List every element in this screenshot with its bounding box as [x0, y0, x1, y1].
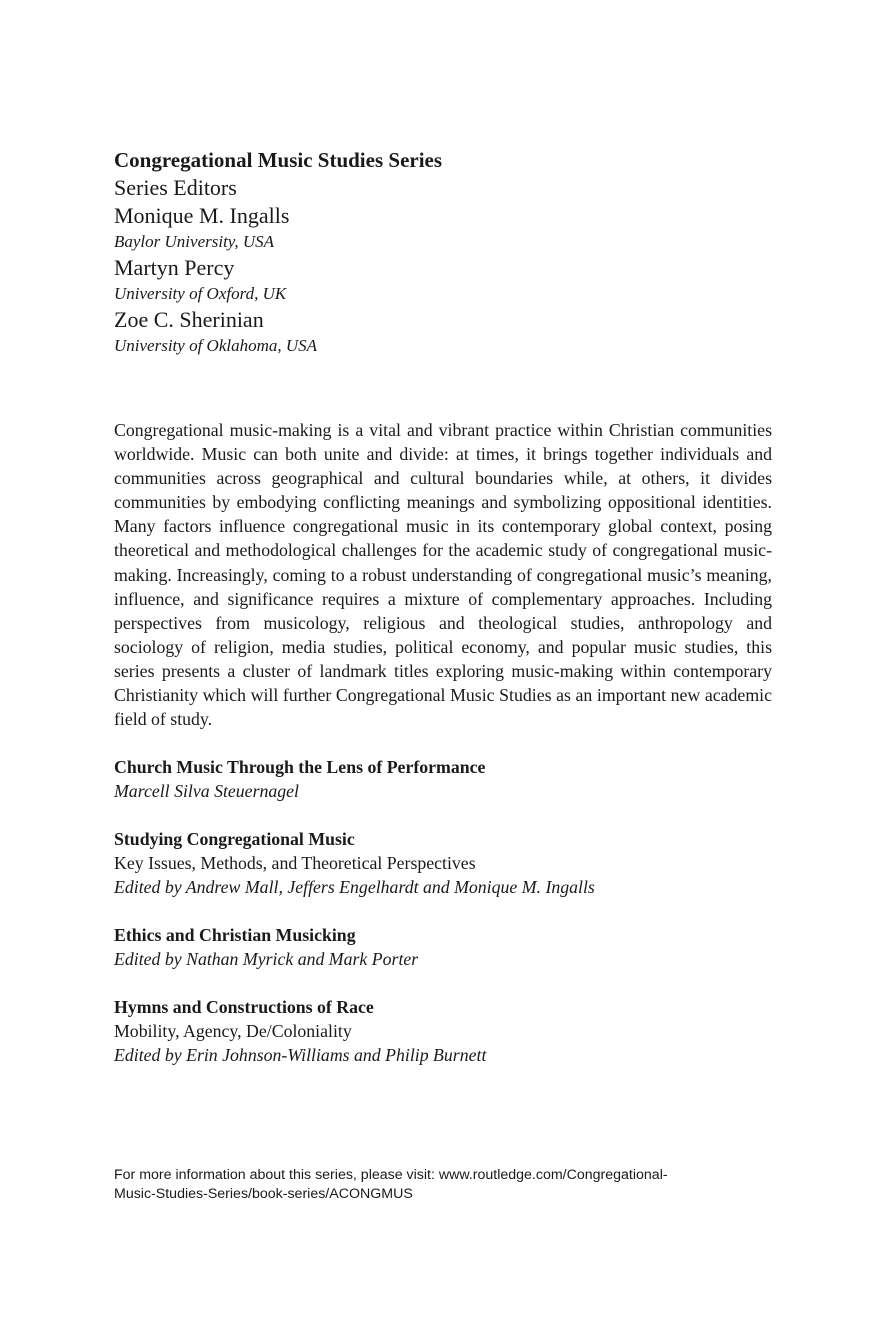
book-editors: Edited by Andrew Mall, Jeffers Engelhardt and Monique M. Ingalls	[114, 877, 595, 898]
book-editors: Edited by Nathan Myrick and Mark Porter	[114, 949, 419, 970]
book-entry	[114, 923, 772, 971]
editor-affiliation: Baylor University, USA	[114, 232, 275, 251]
series-editors-label: Series Editors	[114, 175, 237, 200]
book-entry	[114, 995, 772, 1067]
editor-affiliation: University of Oxford, UK	[114, 284, 287, 303]
book-title: Studying Congregational Music	[114, 829, 355, 850]
series-page	[114, 146, 772, 1067]
book-title: Church Music Through the Lens of Performance	[114, 757, 486, 778]
series-title: Congregational Music Studies Series	[114, 148, 443, 172]
book-title: Ethics and Christian Musicking	[114, 925, 356, 946]
book-author: Marcell Silva Steuernagel	[114, 781, 300, 802]
book-subtitle: Key Issues, Methods, and Theoretical Perspectives	[114, 853, 476, 874]
book-title: Hymns and Constructions of Race	[114, 997, 374, 1018]
book-editors: Edited by Erin Johnson-Williams and Philip Burnett	[114, 1045, 487, 1066]
series-info-footer	[114, 1166, 774, 1204]
editor-name: Martyn Percy	[114, 255, 235, 280]
book-subtitle: Mobility, Agency, De/Coloniality	[114, 1021, 352, 1042]
editor-affiliation: University of Oklahoma, USA	[114, 336, 318, 355]
editor-name: Zoe C. Sherinian	[114, 307, 264, 332]
book-entry	[114, 827, 772, 899]
series-description: Congregational music-making is a vital and vibrant practice within Christian communities worldwide. Music can both unite and divide: at times, it brings together individuals and communities across geographical and cultural boundaries while, at others, it divides communities by embodying conflicting meanings and symbolizing oppositional identities. Many factors influence congregational music in its contemporary global context, posing theoretical and methodological challenges for the academic study of congregational music-making. Increasingly, coming to a robust understanding of congregational music’s meaning, influence, and significance requires a mixture of complementary approaches. Including perspectives from musicology, religious and theological studies, anthropology and sociology of religion, media studies, political economy, and popular music studies, this series presents a cluster of landmark titles exploring music-making within contemporary Christianity which will further Congregational Music Studies as an important new academic field of study.	[114, 420, 772, 730]
editor-name: Monique M. Ingalls	[114, 203, 290, 228]
footer-line: For more information about this series, please visit: www.routledge.com/Congregational-	[114, 1167, 668, 1183]
book-entry	[114, 755, 772, 803]
footer-line: Music-Studies-Series/book-series/ACONGMUS	[114, 1186, 413, 1202]
